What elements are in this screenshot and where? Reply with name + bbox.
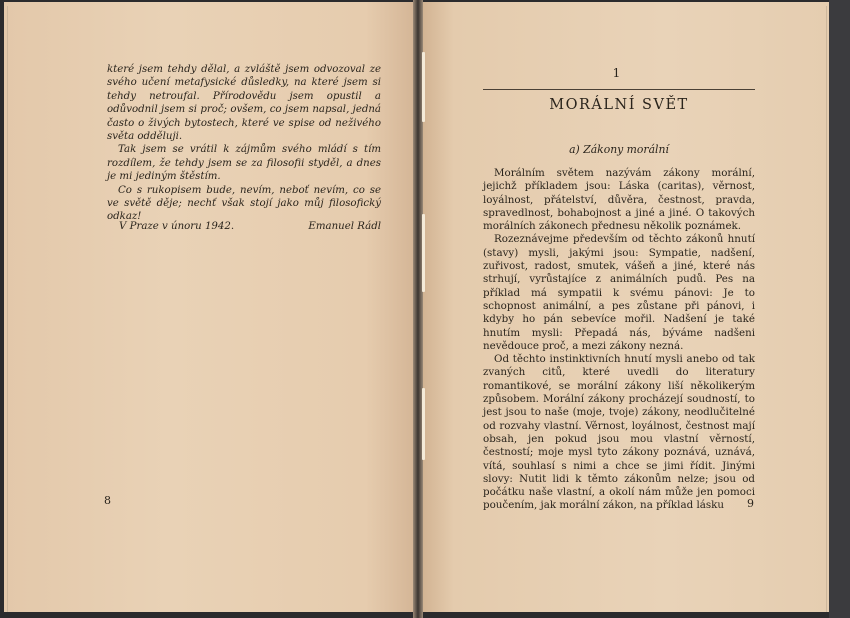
binding-thread bbox=[422, 52, 425, 122]
right-page-number: 9 bbox=[747, 497, 754, 510]
right-paragraph: Od těchto instinktivních hnutí mysli anebo od tak zvaných citů, které uvedli do literatury romantikové, se morální zákony liší několikerým způsobem. Morální zákony procházejí soudností, to jest jsou to naše (moje, tvoje) zákony, neodlučitelné od rozvahy vlastní. Věrnost, loyálnost, čestnost mají obsah, jen pokud jsou mou vlastní věrností, čestností; moje mysl tyto zákony poznává, uznává, vítá, souhlasí s nimi a chce se jimi řídit. Jinými slovy: Nutit lidi k těmto zákonům nelze; jsou od počátku naše vlastní, a okolí nám může jen pomoci poučením, jak morální zákon, na příklad lásku bbox=[483, 353, 755, 512]
chapter-number: 1 bbox=[612, 66, 621, 80]
chapter-title: MORÁLNÍ SVĚT bbox=[549, 97, 689, 113]
right-paragraph: Morálním světem nazývám zákony morální, jejichž příkladem jsou: Láska (caritas), věrnost, loyálnost, přátelství, důvěra, čestnost, pravda, spravedlnost, bohabojnost a jiné a jiné. O takových morálních zákonech přednesu několik poznámek. bbox=[483, 167, 755, 233]
section-title: a) Zákony morální bbox=[569, 143, 669, 156]
left-page-number: 8 bbox=[104, 494, 111, 507]
place-date: V Praze v únoru 1942. bbox=[119, 221, 235, 232]
chapter-heading bbox=[483, 66, 755, 156]
left-paragraph: které jsem tehdy dělal, a zvláště jsem odvozoval ze svého učení metafysické důsledky, na které jsem si tehdy netroufal. Přírodovědu jsem opustil a odůvodnil jsem si proč; ovšem, co jsem napsal, jedná často o živých bytostech, které ve spise od neživého světa odděluji. bbox=[107, 64, 381, 143]
signature-line bbox=[119, 221, 381, 232]
left-paragraph: Tak jsem se vrátil k zájmům svého mládí s tím rozdílem, že tehdy jsem se za filosofii styděl, a dnes je mi jediným štěstím. bbox=[107, 144, 381, 183]
left-paragraph: Co s rukopisem bude, nevím, neboť nevím, co se ve světě děje; nechť však stojí jako můj filosofický odkaz! bbox=[107, 184, 381, 223]
page-edge-line bbox=[826, 6, 827, 612]
binding-thread bbox=[422, 388, 425, 460]
left-page-text bbox=[107, 63, 381, 224]
author-name: Emanuel Rádl bbox=[308, 221, 381, 232]
right-page-text bbox=[483, 167, 755, 513]
page-edge-line bbox=[7, 6, 8, 612]
binding-thread bbox=[422, 214, 425, 292]
right-paragraph: Rozeznávejme především od těchto zákonů hnutí (stavy) mysli, jakými jsou: Sympatie, nadšení, zuřivost, radost, smutek, vášeň a jiné, které nás strhují, vyrůstajíce z animálních pudů. Pes na příklad má sympatii k svému pánovi: Je to schopnost animální, a pes zůstane při pánovi, i kdyby ho pán sebevíce mořil. Nadšení je také hnutím mysli: Přepadá nás, býváme nadšeni nevědouce proč, a mezi zákony nezná. bbox=[483, 233, 755, 352]
book-cover-edge bbox=[829, 0, 850, 618]
chapter-rule bbox=[483, 89, 755, 90]
